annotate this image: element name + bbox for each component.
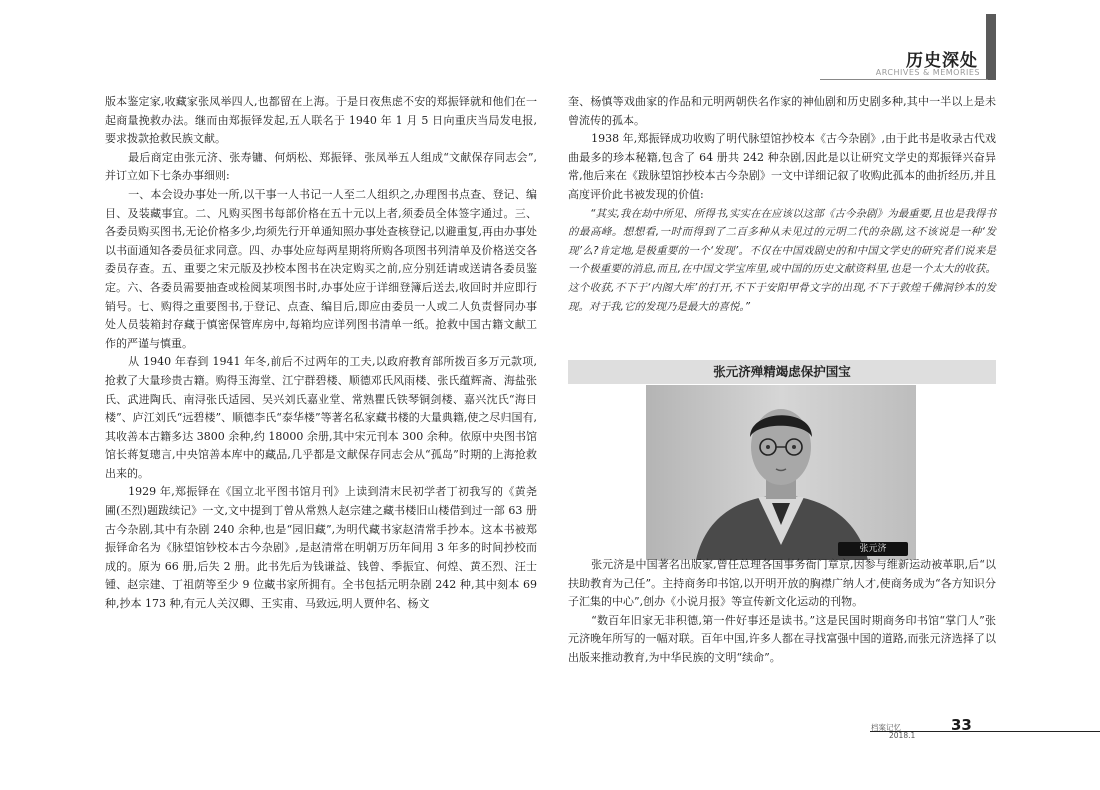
paragraph: 最后商定由张元济、张寿镛、何炳松、郑振铎、张凤举五人组成“文献保存同志会”,并订立如下七条办事细则: — [105, 150, 537, 183]
header-rule — [820, 79, 988, 80]
paragraph: 一、本会设办事处一所,以干事一人书记一人至二人组织之,办理图书点查、登记、编目、及装藏事宜。二、凡购买图书每部价格在五十元以上者,须委员全体签字通过。三、各委员购买图书,无论价格多少,均须先行开单通知照办事处查核登记,以避重复,再由办事处以书面通知各委员征求同意。四、办事处应每两星期将所购各项图书列清单及价格送交各委员存查。五、重要之宋元版及抄校本图书在决定购买之前,应分别廷请或送请各委员鉴定。六、各委员需要抽查或检阅某项图书时,办事处应于详细登簿后送去,收回时并应即行销号。七、购得之重要图书,于登记、点查、编目后,即应由委员一人或二人负责督同办事处人员装箱封存藏于慎密保管库房中,每箱均应详列图书清单一纸。抢救中国古籍文献工作的严谨与慎重。 — [105, 187, 537, 350]
paragraph: 从 1940 年春到 1941 年冬,前后不过两年的工夫,以政府教育部所拨百多万元款项,抢救了大量珍贵古籍。购得玉海堂、江宁群碧楼、顺德邓氏风雨楼、张氏蕴辉斋、海盐张氏、武进陶氏、南浔张氏适园、吴兴刘氏嘉业堂、常熟瞿氏铁琴铜剑楼、嘉兴沈氏“海日楼”、庐江刘氏“远碧楼”、顺德李氏“泰华楼”等著名私家藏书楼的大量典籍,使之尽归国有,其收善本古籍多达 3800 余种,约 18000 余册,其中宋元刊本 300 余种。依原中央图书馆馆长蒋复璁言,中央馆善本库中的藏品,几乎都是文献保存同志会从“孤岛”时期的上海抢救出来的。 — [105, 355, 537, 480]
section-heading: 张元济殚精竭虑保护国宝 — [713, 364, 851, 379]
photo-caption: 张元济 — [838, 542, 908, 556]
section-header-title: 历史深处 — [906, 51, 978, 71]
header-accent-bar — [986, 14, 996, 80]
portrait-photo — [646, 385, 916, 560]
paragraph: 奎、杨慎等戏曲家的作品和元明两朝佚名作家的神仙剧和历史剧多种,其中一半以上是未曾流传的孤本。 — [568, 95, 996, 127]
footer-issue: 2018.1 — [889, 731, 916, 740]
footer-journal-name: 档案记忆 — [871, 723, 901, 732]
section-header-subtitle: ARCHIVES & MEMORIES — [875, 68, 980, 77]
paragraph: 张元济是中国著名出版家,曾任总理各国事务衙门章京,因参与维新运动被革职,后“以扶助教育为己任”。主持商务印书馆,以开明开放的胸襟广纳人才,使商务成为“各方知识分子汇集的中心”,创办《小说月报》等宣传新文化运动的刊物。 — [568, 558, 996, 609]
paragraph: 版本鉴定家,收藏家张凤举四人,也都留在上海。于是日夜焦虑不安的郑振铎就和他们在一起商量挽救办法。继而由郑振铎发起,五人联名于 1940 年 1 月 5 日向重庆当局发电报,要求拨款抢救民族文献。 — [105, 95, 537, 146]
right-text-column-top — [568, 93, 996, 316]
paragraph: “数百年旧家无非积德,第一件好事还是读书。”这是民国时期商务印书馆“掌门人”张元济晚年所写的一幅对联。百年中国,许多人都在寻找富强中国的道路,而张元济选择了以出版来推动教育,为中华民族的文明“续命”。 — [568, 613, 996, 664]
paragraph: 1938 年,郑振铎成功收购了明代脉望馆抄校本《古今杂剧》,由于此书是收录古代戏曲最多的珍本秘籍,包含了 64 册共 242 种杂剧,因此是以让研究文学史的郑振铎兴奋异常,他后来在《跋脉望馆抄校本古今杂剧》一文中详细记叙了收购此孤本的曲折经历,并且高度评价此书被发现的价值: — [568, 132, 996, 201]
left-text-column — [105, 93, 537, 614]
quotation-block: “其实,我在劫中所见、所得书,实实在在应该以这部《古今杂剧》为最重要,且也是我得书的最高峰。想想看,一时而得到了二百多种从未见过的元明二代的杂剧,这不该说是一种‘发现’么?肯定地,是极重要的一个‘发现’。不仅在中国戏剧史的和中国文学史的研究者们说来是一个极重要的消息,而且,在中国文学宝库里,或中国的历史文献资料里,也是一个太大的收获。这个收获,不下于‘内阁大库’的打开,不下于安阳甲骨文字的出现,不下于敦煌千佛洞钞本的发现。对于我,它的发现乃是最大的喜悦。” — [568, 207, 996, 313]
paragraph: 1929 年,郑振铎在《国立北平图书馆月刊》上读到清末民初学者丁初我写的《黄尧圃(丕烈)题跋续记》一文,文中提到丁曾从常熟人赵宗建之藏书楼旧山楼借到过一部 63 册古今杂剧,其中有杂剧 240 余种,也是“园旧藏”,为明代藏书家赵清常手抄本。这本书被郑振铎命名为《脉望馆钞校本古今杂剧》,是赵清常在明朝万历年间用 3 年多的时间抄校而成的。原为 66 册,后失 2 册。此书先后为钱谦益、钱曾、季振宜、何煌、黄丕烈、汪士锺、赵宗建、丁祖荫等至少 9 位藏书家所拥有。全书包括元明杂剧 242 种,其中刻本 69 种,抄本 173 种,有元人关汉卿、王实甫、马致远,明人贾仲名、杨文 — [105, 485, 537, 611]
page-number: 33 — [951, 716, 972, 734]
right-text-column-bottom — [568, 556, 996, 668]
portrait-illustration — [646, 385, 916, 560]
